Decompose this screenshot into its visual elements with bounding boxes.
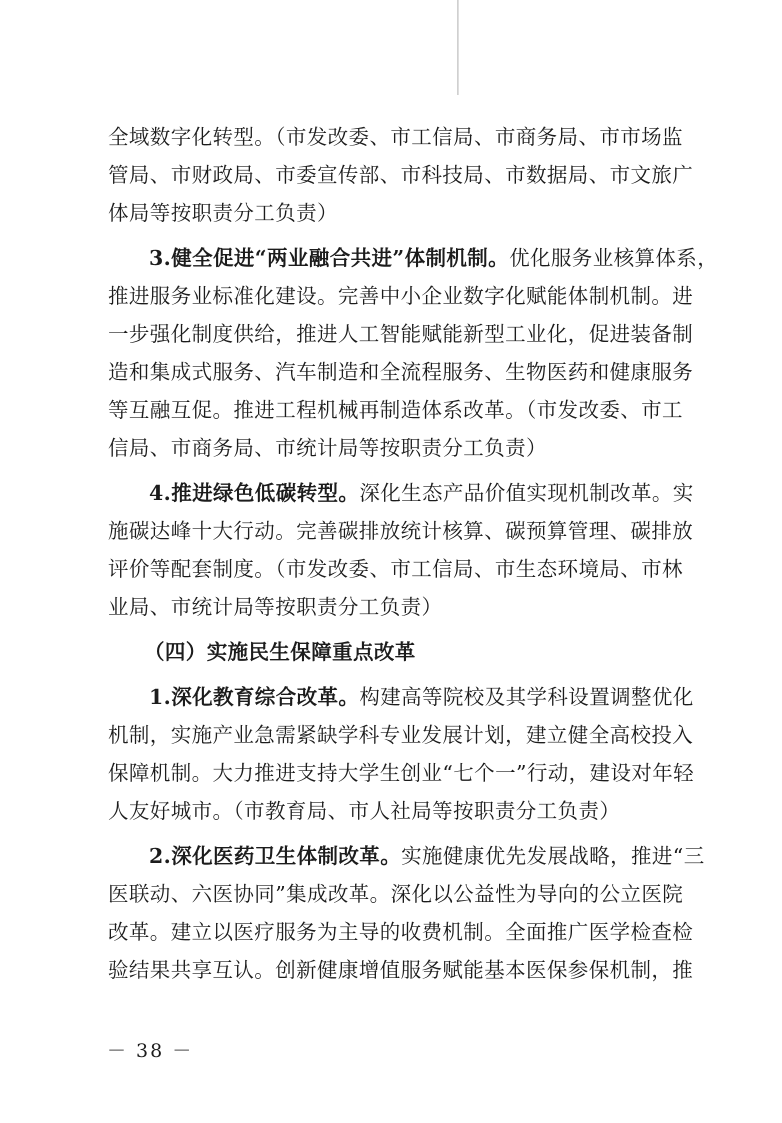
text-line: 机制，实施产业急需紧缺学科专业发展计划，建立健全高校投入 [108, 723, 694, 747]
paragraph-text: 优化服务业核算体系， [509, 246, 719, 270]
text-line: 人友好城市。（市教育局、市人社局等按职责分工负责） [108, 799, 621, 823]
text-line: 推进服务业标准化建设。完善中小企业数字化赋能体制机制。进 [108, 284, 694, 308]
paragraph-text: 实施健康优先发展战略，推进“三 [401, 844, 705, 868]
paragraph [108, 474, 692, 626]
scan-fold-line [457, 0, 459, 95]
paragraph [108, 678, 695, 830]
paragraph-heading: 1.深化教育综合改革。 [149, 685, 360, 709]
paragraph [108, 118, 692, 232]
paragraph-heading: 3.健全促进“两业融合共进”体制机制。 [149, 246, 510, 270]
text-line [108, 837, 705, 875]
text-line: 业局、市统计局等按职责分工负责） [108, 595, 443, 619]
text-line: 全域数字化转型。（市发改委、市工信局、市商务局、市市场监 [108, 125, 683, 149]
paragraph-heading: 4.推进绿色低碳转型。 [149, 481, 360, 505]
paragraph-heading: 2.深化医药卫生体制改革。 [149, 844, 402, 868]
page-number: － 38 － [107, 1040, 194, 1062]
text-line: 改革。建立以医疗服务为主导的收费机制。全面推广医学检查检 [108, 920, 694, 944]
paragraph [108, 837, 705, 989]
text-line: 管局、市财政局、市委宣传部、市科技局、市数据局、市文旅广 [108, 163, 694, 187]
paragraph-text: 深化生态产品价值实现机制改革。实 [359, 481, 694, 505]
text-line [108, 239, 719, 277]
text-line: 信局、市商务局、市统计局等按职责分工负责） [108, 436, 547, 460]
text-line [108, 474, 692, 512]
text-line: 造和集成式服务、汽车制造和全流程服务、生物医药和健康服务 [108, 360, 694, 384]
text-line: 评价等配套制度。（市发改委、市工信局、市生态环境局、市林 [108, 557, 683, 581]
text-line: 保障机制。大力推进支持大学生创业“七个一”行动，建设对年轻 [108, 761, 695, 785]
section-heading: （四）实施民生保障重点改革 [144, 640, 416, 664]
paragraph [108, 239, 719, 467]
text-line: 医联动、六医协同”集成改革。深化以公益性为导向的公立医院 [108, 882, 684, 906]
text-line: 体局等按职责分工负责） [108, 201, 338, 225]
text-line [108, 678, 692, 716]
text-line: 验结果共享互认。创新健康增值服务赋能基本医保参保机制，推 [108, 958, 694, 982]
text-line: 等互融互促。推进工程机械再制造体系改革。（市发改委、市工 [108, 398, 683, 422]
document-body [108, 118, 719, 989]
text-line: 施碳达峰十大行动。完善碳排放统计核算、碳预算管理、碳排放 [108, 519, 694, 543]
paragraph-text: 构建高等院校及其学科设置调整优化 [359, 685, 694, 709]
text-line: 一步强化制度供给，推进人工智能赋能新型工业化，促进装备制 [108, 322, 694, 346]
